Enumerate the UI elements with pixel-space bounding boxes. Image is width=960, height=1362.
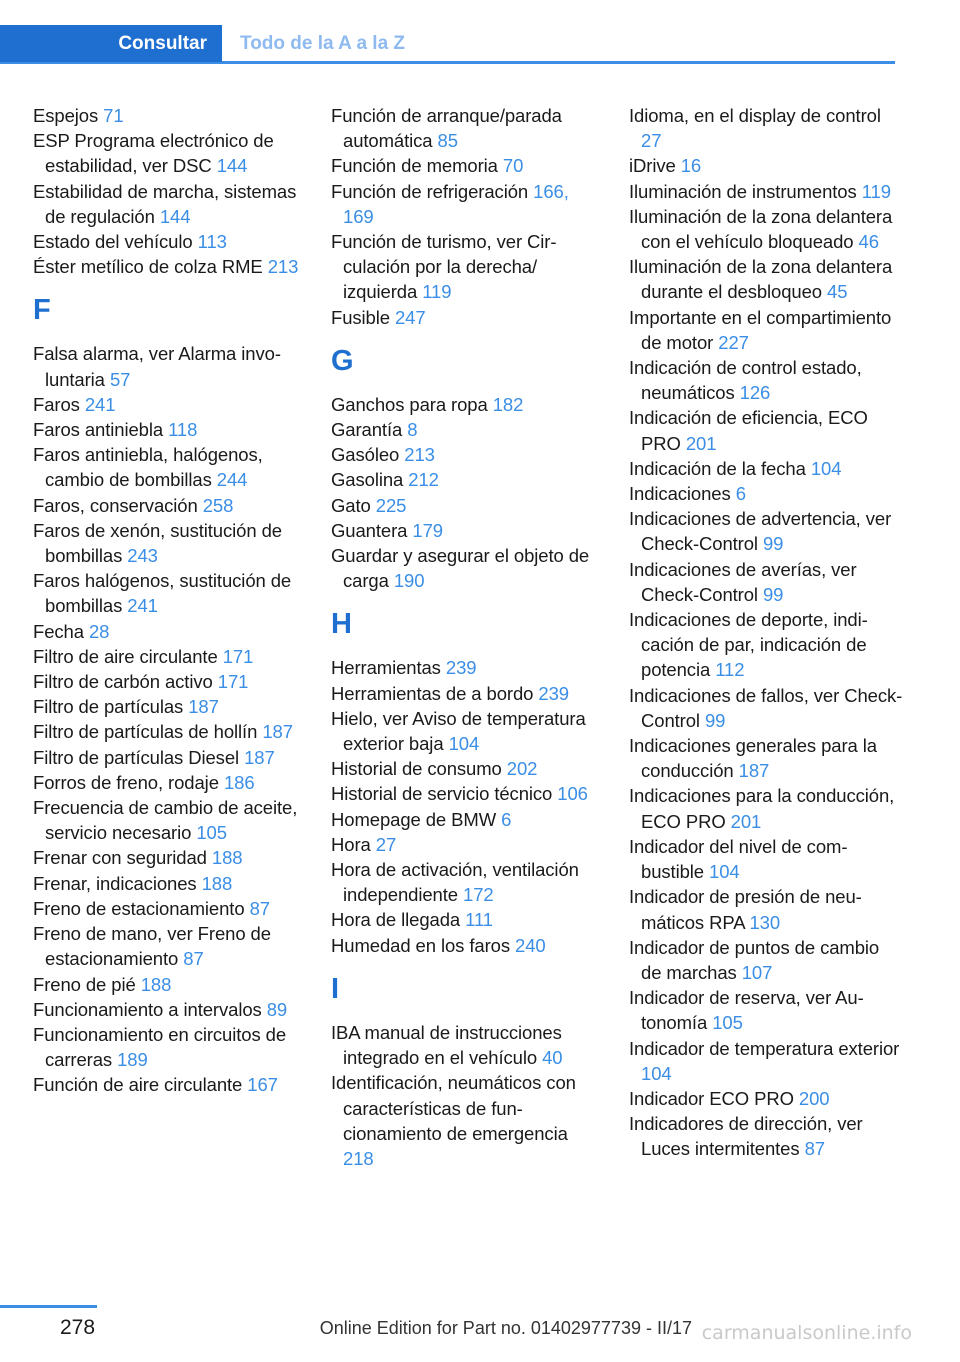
- index-entry: [33, 795, 303, 845]
- index-entry: [629, 884, 904, 934]
- index-term: Homepage de BMW: [331, 808, 497, 830]
- index-entry: [629, 103, 904, 153]
- index-column-2: [331, 103, 601, 1171]
- page-link[interactable]: 188: [201, 872, 233, 894]
- index-entry: [331, 103, 601, 153]
- page-link[interactable]: 40: [542, 1047, 563, 1069]
- page-link[interactable]: 187: [244, 746, 275, 768]
- index-entry: [33, 997, 303, 1022]
- page-link[interactable]: 244: [216, 469, 248, 491]
- page-number: 278: [60, 1316, 96, 1339]
- index-term: Indicaciones de advertencia, ver Check-Control: [629, 508, 892, 555]
- page-link[interactable]: 166, 169: [343, 180, 569, 227]
- page-link[interactable]: 106: [557, 783, 588, 805]
- page-link[interactable]: 126: [739, 382, 771, 404]
- footer-rule: [0, 1305, 97, 1308]
- index-entry: [331, 907, 601, 932]
- index-entry: [331, 1020, 601, 1070]
- page-link[interactable]: 144: [159, 205, 191, 227]
- index-term: Filtro de partículas de hollín: [33, 721, 258, 743]
- index-entry: [331, 518, 601, 543]
- index-term: Indicador del nivel de combustible: [629, 835, 848, 883]
- index-term: Garantía: [331, 419, 403, 441]
- section-letter: I: [331, 972, 339, 1005]
- index-entry: [629, 985, 904, 1035]
- page-link[interactable]: 201: [685, 432, 717, 454]
- index-term: Hora de activación, ventilación independiente: [331, 859, 579, 906]
- section-letter: H: [331, 608, 352, 641]
- index-term: Historial de servicio técnico: [331, 783, 553, 805]
- index-term: Función de aire circulante: [33, 1074, 243, 1096]
- page-link[interactable]: 112: [715, 659, 745, 681]
- index-term: Gato: [331, 494, 371, 516]
- index-entry: [33, 341, 303, 391]
- index-entry: [33, 669, 303, 694]
- index-term: Indicadores de dirección, ver Luces intermitentes: [629, 1113, 863, 1160]
- page-link[interactable]: 241: [127, 595, 158, 617]
- index-term: Indicador de puntos de cambio de marchas: [629, 936, 880, 983]
- page-link[interactable]: 200: [798, 1087, 830, 1109]
- index-term: Gasolina: [331, 469, 404, 491]
- index-term: Gasóleo: [331, 444, 400, 466]
- page-link[interactable]: 89: [266, 998, 288, 1020]
- index-term: ESP Programa electrónico de estabilidad, ver DSC: [33, 130, 274, 177]
- page-link[interactable]: 99: [762, 533, 784, 555]
- page-link[interactable]: 225: [375, 494, 407, 516]
- index-term: Hora: [331, 833, 371, 855]
- index-entry: [33, 972, 303, 997]
- index-entry: [629, 405, 904, 455]
- index-term: Iluminación de la zona delantera durante el desbloqueo: [629, 256, 893, 303]
- index-term: Iluminación de la zona delantera con el vehículo bloqueado: [629, 205, 893, 253]
- index-term: Fusible: [331, 306, 390, 328]
- index-term: Filtro de carbón activo: [33, 671, 213, 693]
- page-link[interactable]: 107: [741, 961, 773, 983]
- index-entry: [331, 467, 601, 492]
- index-entry: [33, 392, 303, 417]
- index-entry: [33, 644, 303, 669]
- page-link[interactable]: 172: [463, 884, 494, 906]
- page-link[interactable]: 179: [412, 519, 443, 541]
- index-entry: [33, 1072, 303, 1097]
- index-term: Faros, conservación: [33, 494, 198, 516]
- index-entry: [33, 619, 303, 644]
- index-term: Frenar, indicaciones: [33, 872, 197, 894]
- tab-consultar[interactable]: Consultar: [0, 25, 222, 62]
- index-column-1: [33, 103, 303, 1098]
- index-term: Indicador de reserva, ver Autonomía: [629, 987, 864, 1034]
- page-link[interactable]: 118: [168, 419, 198, 441]
- page-link[interactable]: 240: [515, 934, 546, 956]
- index-entry: [629, 733, 904, 783]
- index-term: Funcionamiento en circuitos de carreras: [33, 1023, 287, 1071]
- page-link[interactable]: 119: [861, 180, 891, 202]
- page-link[interactable]: 186: [223, 771, 255, 793]
- page-link[interactable]: 27: [641, 130, 662, 152]
- index-term: Indicaciones generales para la conducción: [629, 735, 877, 782]
- index-term: Herramientas de a bordo: [331, 682, 534, 704]
- index-term: Faros halógenos, sustitución de bombillas: [33, 570, 292, 617]
- index-entry: [33, 442, 303, 492]
- page-link[interactable]: 171: [222, 645, 254, 667]
- index-term: Indicador de temperatura exterior: [629, 1037, 900, 1059]
- index-entry: [629, 935, 904, 985]
- index-term: Indicador de presión de neumáticos RPA: [629, 886, 862, 933]
- index-entry: [629, 557, 904, 607]
- index-entry: [629, 1036, 904, 1086]
- index-entry: [331, 543, 601, 593]
- page-link[interactable]: 99: [762, 583, 784, 605]
- index-entry: [629, 683, 904, 733]
- index-entry: [331, 781, 601, 806]
- index-entry: [629, 305, 904, 355]
- index-entry: [33, 871, 303, 896]
- page-link[interactable]: 70: [502, 155, 524, 177]
- index-entry: [629, 254, 904, 304]
- page-link[interactable]: 239: [538, 682, 569, 704]
- index-term: Faros de xenón, sustitución de bombillas: [33, 519, 282, 567]
- index-term: Hielo, ver Aviso de temperatura exterior baja: [331, 707, 586, 755]
- index-entry: [629, 1111, 904, 1161]
- index-entry: [629, 506, 904, 556]
- page-link[interactable]: 16: [680, 155, 702, 177]
- page-link[interactable]: 104: [709, 861, 740, 883]
- page-link[interactable]: 167: [247, 1074, 278, 1096]
- index-entry: [331, 305, 601, 330]
- page-link[interactable]: 241: [84, 393, 116, 415]
- page-link[interactable]: 104: [448, 733, 480, 755]
- index-entry: [629, 355, 904, 405]
- page-link[interactable]: 105: [712, 1012, 743, 1034]
- index-term: Indicaciones: [629, 483, 731, 505]
- index-entry: [33, 845, 303, 870]
- index-entry: [33, 694, 303, 719]
- index-entry: [331, 832, 601, 857]
- index-term: Indicaciones de averías, ver Check-Control: [629, 558, 857, 605]
- index-term: Éster metílico de colza RME: [33, 256, 263, 278]
- index-term: Faros antiniebla, halógenos, cambio de bombillas: [33, 444, 263, 491]
- watermark: carmanualsonline.info: [701, 1322, 912, 1344]
- index-term: Filtro de aire circulante: [33, 645, 218, 667]
- page-link[interactable]: 105: [196, 822, 227, 844]
- index-column-3: [629, 103, 904, 1162]
- page-link[interactable]: 87: [183, 948, 204, 970]
- section-letter: F: [33, 294, 51, 327]
- page-link[interactable]: 187: [262, 721, 293, 743]
- index-entry: [33, 254, 303, 279]
- page-link[interactable]: 144: [216, 155, 248, 177]
- edition-note: Online Edition for Part no. 01402977739 - II/17: [319, 1318, 692, 1338]
- index-entry: [629, 834, 904, 884]
- page-link[interactable]: 187: [188, 696, 219, 718]
- index-entry: [33, 128, 303, 178]
- index-entry: [331, 1070, 601, 1171]
- page-link[interactable]: 8: [407, 419, 418, 441]
- index-entry: [33, 719, 303, 744]
- index-entry: [629, 204, 904, 254]
- index-entry: [331, 756, 601, 781]
- index-term: Filtro de partículas: [33, 696, 184, 718]
- index-entry: [331, 179, 601, 229]
- tab-todo-a-z[interactable]: Todo de la A a la Z: [240, 33, 406, 54]
- index-term: Indicación de la fecha: [629, 457, 806, 479]
- page-link[interactable]: 27: [375, 833, 397, 855]
- page-link[interactable]: 258: [202, 494, 234, 516]
- index-term: Freno de estacionamiento: [33, 897, 245, 919]
- index-term: Hora de llegada: [331, 909, 461, 931]
- index-entry: [331, 392, 601, 417]
- index-term: Estabilidad de marcha, sistemas de regulación: [33, 180, 297, 227]
- index-term: Importante en el compartimiento de motor: [629, 306, 892, 353]
- index-entry: [33, 518, 303, 568]
- index-term: Forros de freno, rodaje: [33, 771, 219, 793]
- index-entry: [331, 417, 601, 442]
- index-entry: [331, 706, 601, 756]
- index-term: Historial de consumo: [331, 758, 502, 780]
- page-link[interactable]: 218: [343, 1147, 374, 1169]
- index-term: Guantera: [331, 519, 408, 541]
- index-term: Filtro de partículas Diesel: [33, 746, 240, 768]
- index-term: Funcionamiento a intervalos: [33, 998, 262, 1020]
- index-entry: [33, 1022, 303, 1072]
- index-entry: [33, 417, 303, 442]
- index-entry: [629, 607, 904, 683]
- index-term: Falsa alarma, ver Alarma involuntaria: [33, 343, 281, 390]
- index-entry: [331, 857, 601, 907]
- index-term: Estado del vehículo: [33, 231, 193, 253]
- index-entry: [629, 456, 904, 481]
- page-link[interactable]: 87: [249, 897, 270, 919]
- index-entry: [331, 153, 601, 178]
- header-tabs: [0, 25, 895, 64]
- index-term: IBA manual de instrucciones integrado en el vehículo: [331, 1021, 562, 1069]
- index-term: Función de refrigeración: [331, 180, 529, 202]
- index-entry: [33, 493, 303, 518]
- page-link[interactable]: 57: [109, 368, 131, 390]
- page-link[interactable]: 243: [127, 545, 158, 567]
- index-term: Espejos: [33, 105, 99, 126]
- page-link[interactable]: 188: [211, 847, 243, 869]
- index-entry: [33, 896, 303, 921]
- page-link[interactable]: 247: [394, 306, 426, 328]
- page-link[interactable]: 202: [506, 758, 538, 780]
- page-link[interactable]: 46: [858, 231, 879, 253]
- index-term: Indicaciones de deporte, indicación de par, indicación de potencia: [629, 609, 868, 681]
- index-entry: [33, 770, 303, 795]
- index-term: Freno de pié: [33, 973, 136, 995]
- index-term: Frecuencia de cambio de aceite, servicio necesario: [33, 797, 298, 844]
- page-link[interactable]: 187: [738, 760, 770, 782]
- index-term: Función de memoria: [331, 155, 498, 177]
- page-link[interactable]: 188: [140, 973, 172, 995]
- index-entry: [629, 1086, 904, 1111]
- index-term: iDrive: [629, 155, 676, 177]
- page-link[interactable]: 213: [267, 256, 299, 278]
- section-letter: G: [331, 344, 354, 377]
- index-term: Frenar con seguridad: [33, 847, 207, 869]
- index-entry: [629, 179, 904, 204]
- index-entry: [331, 807, 601, 832]
- index-entry: [331, 933, 601, 958]
- index-entry: [33, 229, 303, 254]
- index-term: Humedad en los faros: [331, 934, 510, 956]
- page-link[interactable]: 104: [810, 457, 842, 479]
- page-link[interactable]: 189: [117, 1049, 148, 1071]
- page-link[interactable]: 213: [404, 444, 435, 466]
- index-entry: [33, 921, 303, 971]
- index-entry: [629, 481, 904, 506]
- index-entry: [33, 745, 303, 770]
- page-link[interactable]: 212: [408, 469, 439, 491]
- page-link[interactable]: 227: [718, 331, 749, 353]
- index-term: Indicación de eficiencia, ECO PRO: [629, 407, 868, 454]
- page-link[interactable]: 182: [492, 393, 524, 415]
- page-link[interactable]: 28: [88, 620, 110, 642]
- page-link[interactable]: 119: [422, 281, 452, 303]
- index-term: Faros: [33, 393, 80, 415]
- page-link[interactable]: 71: [103, 105, 124, 126]
- index-entry: [331, 681, 601, 706]
- index-entry: [33, 179, 303, 229]
- index-entry: [331, 655, 601, 680]
- index-term: Indicador ECO PRO: [629, 1087, 794, 1109]
- index-term: Idioma, en el display de control: [629, 105, 881, 126]
- page-link[interactable]: 6: [735, 483, 746, 505]
- page-link[interactable]: 190: [393, 570, 425, 592]
- page-link[interactable]: 85: [437, 130, 458, 152]
- index-term: Freno de mano, ver Freno de estacionamiento: [33, 923, 271, 970]
- page-link[interactable]: 171: [217, 671, 249, 693]
- page-link[interactable]: 113: [197, 231, 227, 253]
- index-entry: [331, 229, 601, 305]
- index-term: Faros antiniebla: [33, 419, 164, 441]
- index-term: Indicaciones de fallos, ver Check-Control: [629, 684, 903, 731]
- index-term: Identificación, neumáticos con características de funcionamiento de emergencia: [331, 1072, 576, 1144]
- page-link[interactable]: 239: [445, 657, 477, 679]
- index-term: Indicaciones para la conducción, ECO PRO: [629, 785, 895, 832]
- index-term: Indicación de control estado, neumáticos: [629, 357, 862, 404]
- index-entry: [33, 103, 303, 128]
- page-link[interactable]: 201: [730, 810, 762, 832]
- page-link[interactable]: 6: [501, 808, 512, 830]
- index-entry: [629, 783, 904, 833]
- page-link[interactable]: 99: [704, 709, 726, 731]
- page-link[interactable]: 104: [641, 1062, 672, 1084]
- index-term: Función de arranque/parada automática: [331, 105, 562, 152]
- page-link[interactable]: 130: [749, 911, 781, 933]
- index-entry: [331, 442, 601, 467]
- index-term: Función de turismo, ver Circulación por la derecha/ izquierda: [331, 231, 557, 303]
- index-term: Herramientas: [331, 657, 441, 679]
- index-entry: [33, 568, 303, 618]
- index-term: Fecha: [33, 620, 84, 642]
- index-term: Iluminación de instrumentos: [629, 180, 857, 202]
- index-term: Guardar y asegurar el objeto de carga: [331, 545, 590, 592]
- page-link[interactable]: 45: [827, 281, 848, 303]
- index-term: Ganchos para ropa: [331, 393, 488, 415]
- page-link[interactable]: 111: [465, 909, 493, 931]
- index-entry: [629, 153, 904, 178]
- index-entry: [331, 493, 601, 518]
- page-link[interactable]: 87: [804, 1138, 825, 1160]
